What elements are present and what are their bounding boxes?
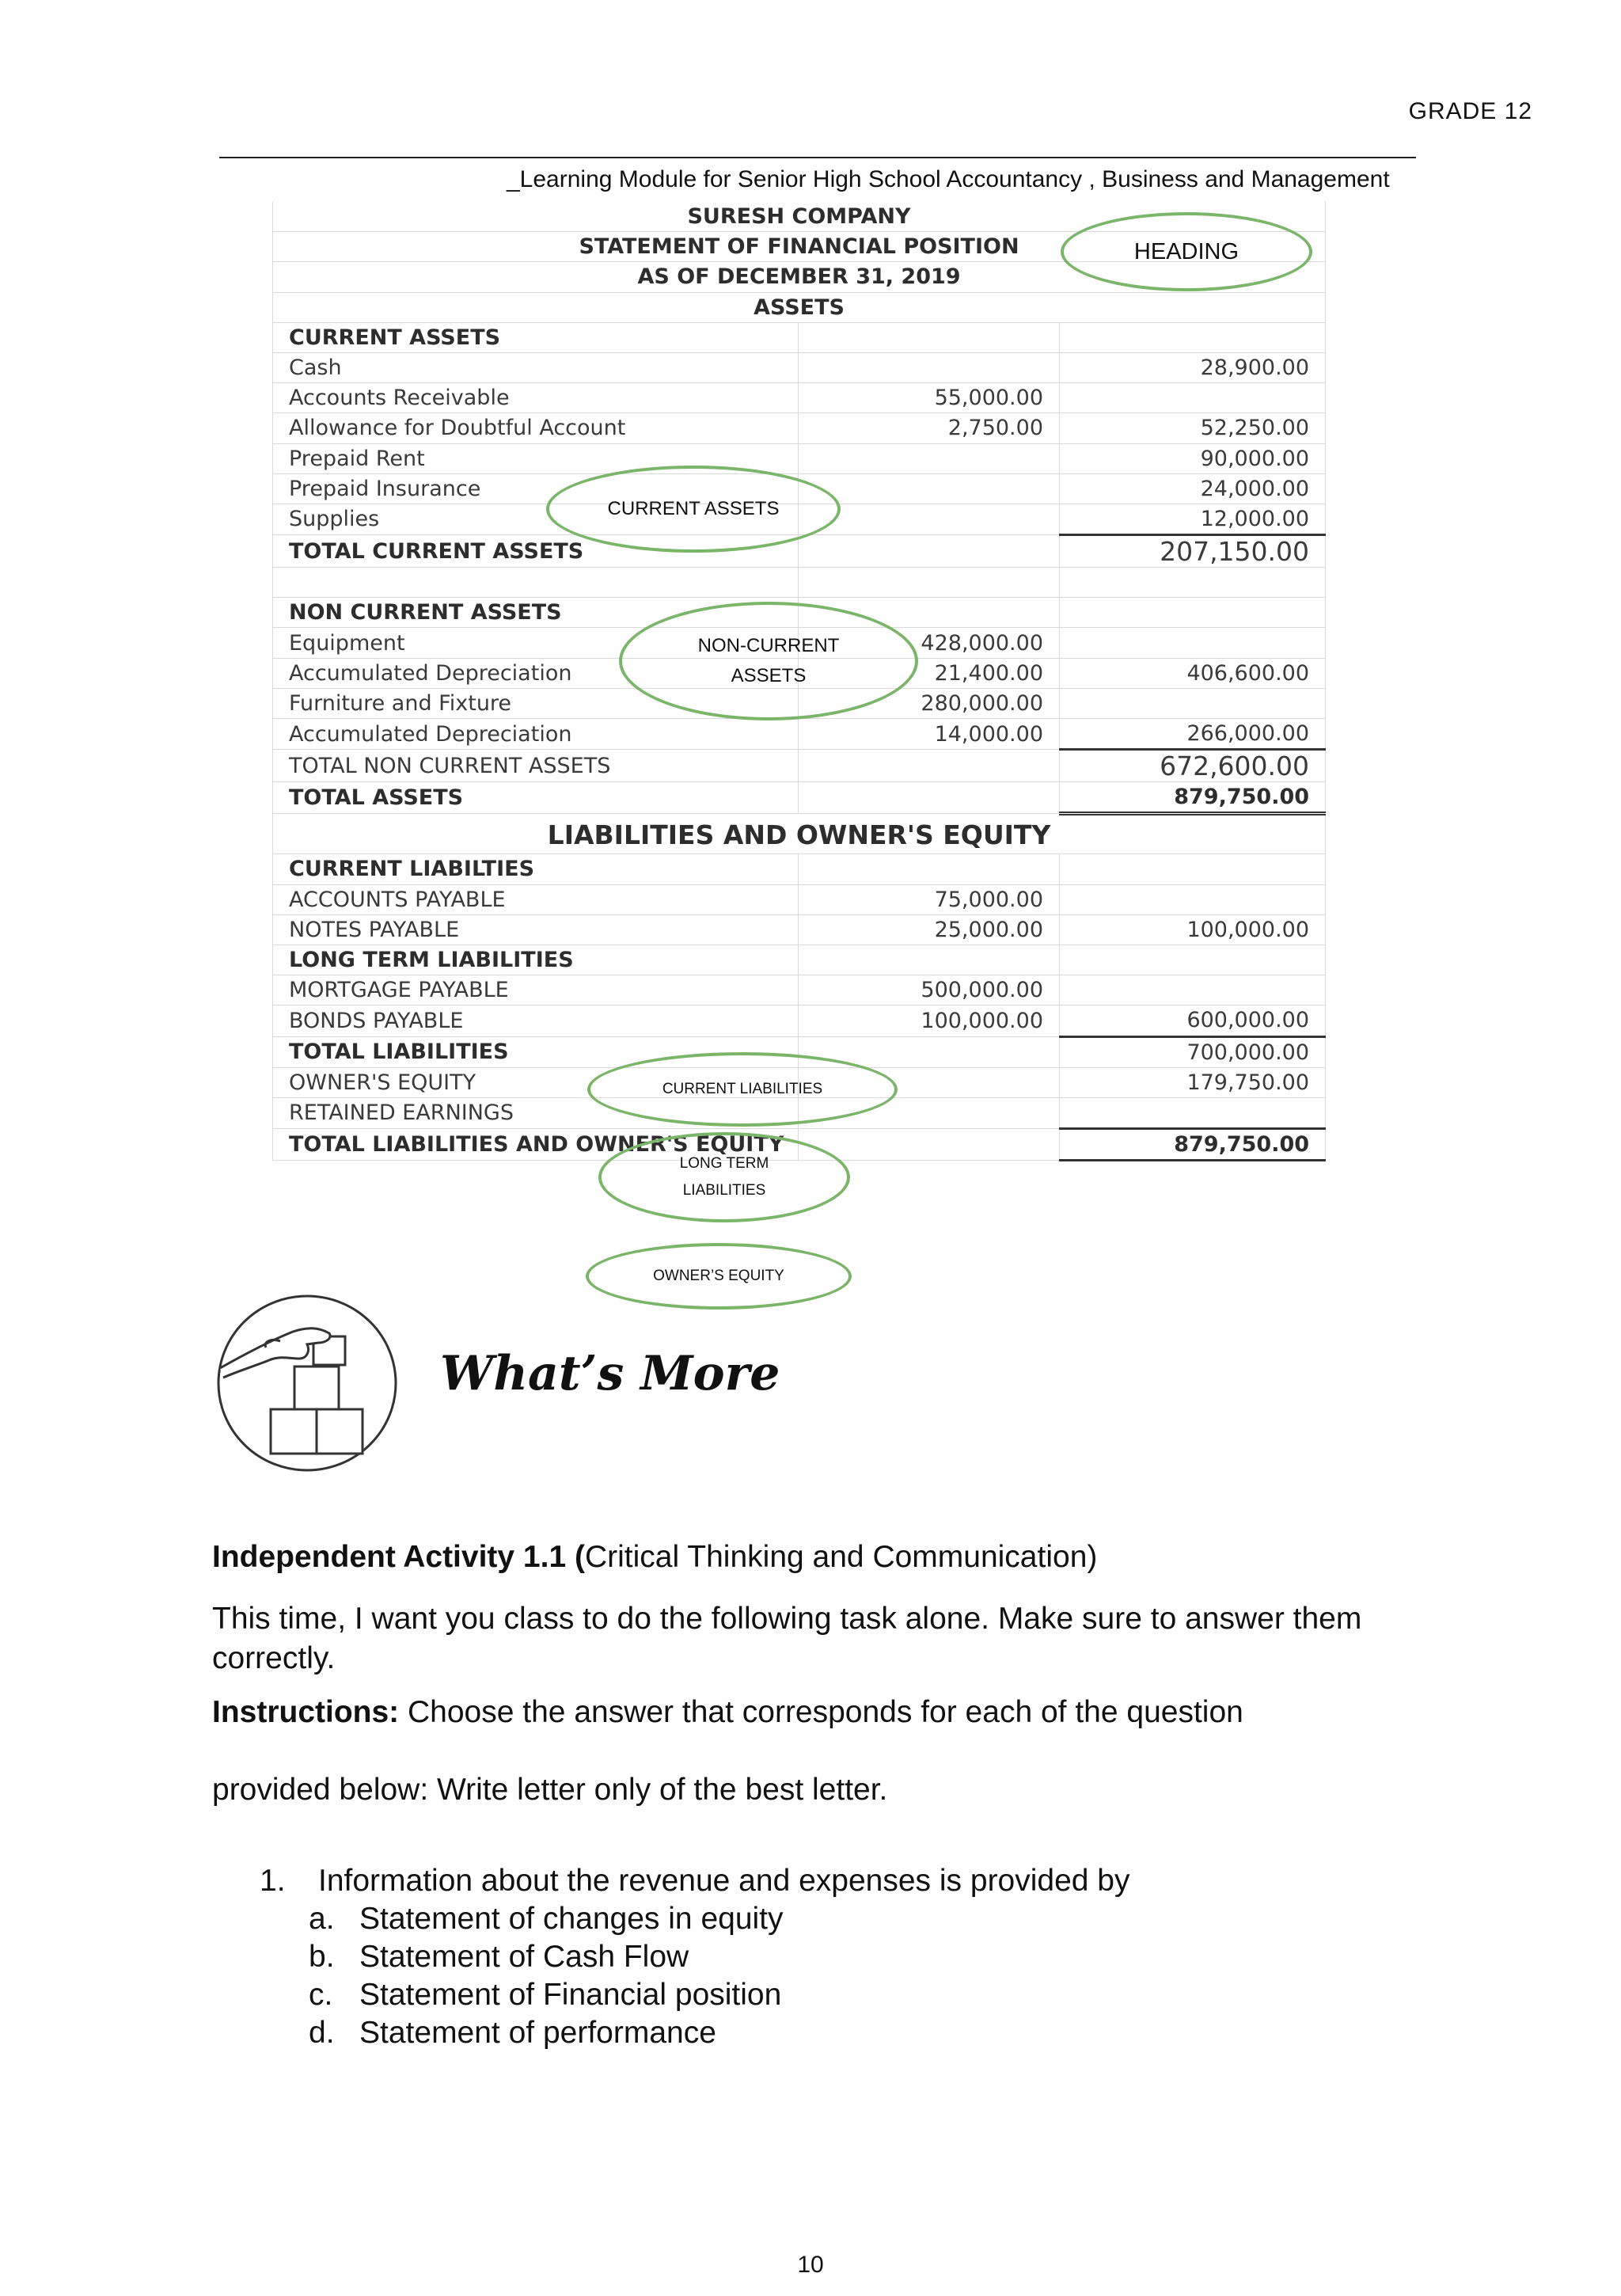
row-label: Prepaid Insurance [273, 473, 799, 504]
non-current-callout-line1: NON-CURRENT [697, 635, 840, 656]
owners-equity-value: 179,750.00 [1060, 1067, 1326, 1097]
owners-equity-callout [586, 1243, 852, 1310]
instructions-label: Instructions: [212, 1695, 400, 1729]
activity-title [212, 1538, 1097, 1577]
question-number: 1. [260, 1864, 286, 1898]
assets-heading: ASSETS [273, 292, 1326, 322]
page-number: 10 [797, 2252, 824, 2278]
long-term-callout-line1: LONG TERM [679, 1155, 769, 1172]
option-text: Statement of performance [359, 2016, 716, 2050]
financial-statement-image [272, 201, 1325, 1284]
row-label: Accumulated Depreciation [273, 719, 799, 750]
option-letter: b. [309, 1940, 335, 1974]
row-label: Allowance for Doubtful Account [273, 413, 799, 443]
table-row [273, 719, 1326, 750]
total-liabilities-label: TOTAL LIABILITIES [273, 1036, 799, 1067]
option-letter: a. [309, 1902, 335, 1936]
row-amount: 21,400.00 [799, 658, 1060, 688]
heading-callout-label: HEADING [1133, 238, 1239, 264]
owners-equity-callout-label: OWNER’S EQUITY [653, 1268, 784, 1284]
table-row [273, 975, 1326, 1005]
row-amount: 428,000.00 [799, 628, 1060, 658]
total-assets-label: TOTAL ASSETS [273, 782, 799, 814]
row-total: 52,250.00 [1060, 413, 1326, 443]
row-amount [799, 443, 1060, 473]
non-current-callout-line2: ASSETS [731, 665, 807, 686]
row-total: 266,000.00 [1060, 719, 1326, 750]
row-total: 90,000.00 [1060, 443, 1326, 473]
row-label: ACCOUNTS PAYABLE [273, 884, 799, 914]
table-row [273, 782, 1326, 814]
section-title: What’s More [440, 1346, 780, 1401]
instructions [212, 1693, 1243, 1732]
current-liabilities-callout [587, 1052, 898, 1127]
owners-equity-label: OWNER'S EQUITY [273, 1067, 799, 1097]
current-liabilities-callout-label: CURRENT LIABILITIES [662, 1081, 823, 1097]
total-liabilities-equity-value: 879,750.00 [1060, 1129, 1326, 1161]
long-term-liabilities-callout [598, 1132, 850, 1222]
heading-callout [1061, 212, 1312, 291]
instructions-continued: provided below: Write letter only of the best letter. [212, 1773, 888, 1807]
total-liabilities-value: 700,000.00 [1060, 1036, 1326, 1067]
statement-title: STATEMENT OF FINANCIAL POSITION [273, 232, 1326, 262]
row-label: Equipment [273, 628, 799, 658]
row-amount: 280,000.00 [799, 688, 1060, 718]
non-current-assets-callout [619, 602, 918, 720]
row-amount: 55,000.00 [799, 383, 1060, 413]
row-label: Accounts Receivable [273, 383, 799, 413]
total-liabilities-equity-label: TOTAL LIABILITIES AND OWNER'S EQUITY [273, 1129, 799, 1161]
module-title: _Learning Module for Senior High School Accountancy , Business and Management [507, 166, 1390, 192]
row-amount: 2,750.00 [799, 413, 1060, 443]
hand-stacking-blocks-icon [214, 1292, 401, 1474]
non-current-assets-heading: NON CURRENT ASSETS [273, 598, 799, 628]
current-assets-callout [546, 466, 841, 553]
row-label: Furniture and Fixture [273, 688, 799, 718]
row-label: BONDS PAYABLE [273, 1005, 799, 1036]
row-label: Accumulated Depreciation [273, 658, 799, 688]
row-total [1060, 628, 1326, 658]
row-amount: 75,000.00 [799, 884, 1060, 914]
table-row [273, 383, 1326, 413]
row-total: 28,900.00 [1060, 352, 1326, 382]
row-label: Prepaid Rent [273, 443, 799, 473]
table-row [273, 352, 1326, 382]
total-non-current-label: TOTAL NON CURRENT ASSETS [273, 750, 799, 782]
table-row [273, 535, 1326, 568]
row-total: 406,600.00 [1060, 658, 1326, 688]
option-letter: d. [309, 2016, 335, 2050]
question-text: Information about the revenue and expenses is provided by [318, 1864, 1130, 1898]
row-label: NOTES PAYABLE [273, 914, 799, 945]
row-total: 24,000.00 [1060, 473, 1326, 504]
row-label: Supplies [273, 504, 799, 534]
option-text: Statement of Financial position [359, 1978, 782, 2012]
row-total: 12,000.00 [1060, 504, 1326, 534]
grade-label: GRADE 12 [1408, 98, 1532, 124]
retained-earnings-label: RETAINED EARNINGS [273, 1097, 799, 1128]
row-amount [799, 473, 1060, 504]
table-row [273, 413, 1326, 443]
option-text: Statement of changes in equity [359, 1902, 784, 1936]
row-label: MORTGAGE PAYABLE [273, 975, 799, 1005]
row-amount: 500,000.00 [799, 975, 1060, 1005]
current-assets-callout-label: CURRENT ASSETS [607, 498, 780, 519]
statement-date: AS OF DECEMBER 31, 2019 [273, 262, 1326, 292]
row-total [1060, 884, 1326, 914]
total-current-assets-label: TOTAL CURRENT ASSETS [273, 535, 799, 568]
row-label: Cash [273, 352, 799, 382]
row-amount [799, 352, 1060, 382]
row-total: 100,000.00 [1060, 914, 1326, 945]
activity-title-bold: Independent Activity 1.1 ( [212, 1540, 585, 1574]
liabilities-heading: LIABILITIES AND OWNER'S EQUITY [273, 814, 1326, 854]
activity-intro: This time, I want you class to do the following task alone. Make sure to answer them correctly. [212, 1602, 1362, 1675]
current-assets-heading: CURRENT ASSETS [273, 322, 799, 352]
header-rule [219, 157, 1416, 158]
row-total: 600,000.00 [1060, 1005, 1326, 1036]
long-term-callout-line2: LIABILITIES [682, 1182, 766, 1199]
retained-earnings-value [1060, 1097, 1326, 1128]
total-current-assets-value: 207,150.00 [1060, 535, 1326, 568]
instructions-text: Choose the answer that corresponds for each of the question [399, 1695, 1243, 1729]
row-total [1060, 975, 1326, 1005]
table-row [273, 1005, 1326, 1036]
table-row [273, 750, 1326, 782]
table-row [273, 914, 1326, 945]
row-amount: 100,000.00 [799, 1005, 1060, 1036]
row-amount: 14,000.00 [799, 719, 1060, 750]
activity-title-rest: Critical Thinking and Communication) [584, 1540, 1098, 1574]
total-non-current-value: 672,600.00 [1060, 750, 1326, 782]
table-row [273, 884, 1326, 914]
row-total [1060, 383, 1326, 413]
company-name: SURESH COMPANY [273, 202, 1326, 232]
row-total [1060, 688, 1326, 718]
table-row [273, 443, 1326, 473]
option-letter: c. [309, 1978, 333, 2012]
long-term-liabilities-heading: LONG TERM LIABILITIES [273, 945, 799, 975]
option-text: Statement of Cash Flow [359, 1940, 689, 1974]
current-liabilities-heading: CURRENT LIABILTIES [273, 854, 799, 884]
total-assets-value: 879,750.00 [1060, 782, 1326, 814]
row-amount: 25,000.00 [799, 914, 1060, 945]
